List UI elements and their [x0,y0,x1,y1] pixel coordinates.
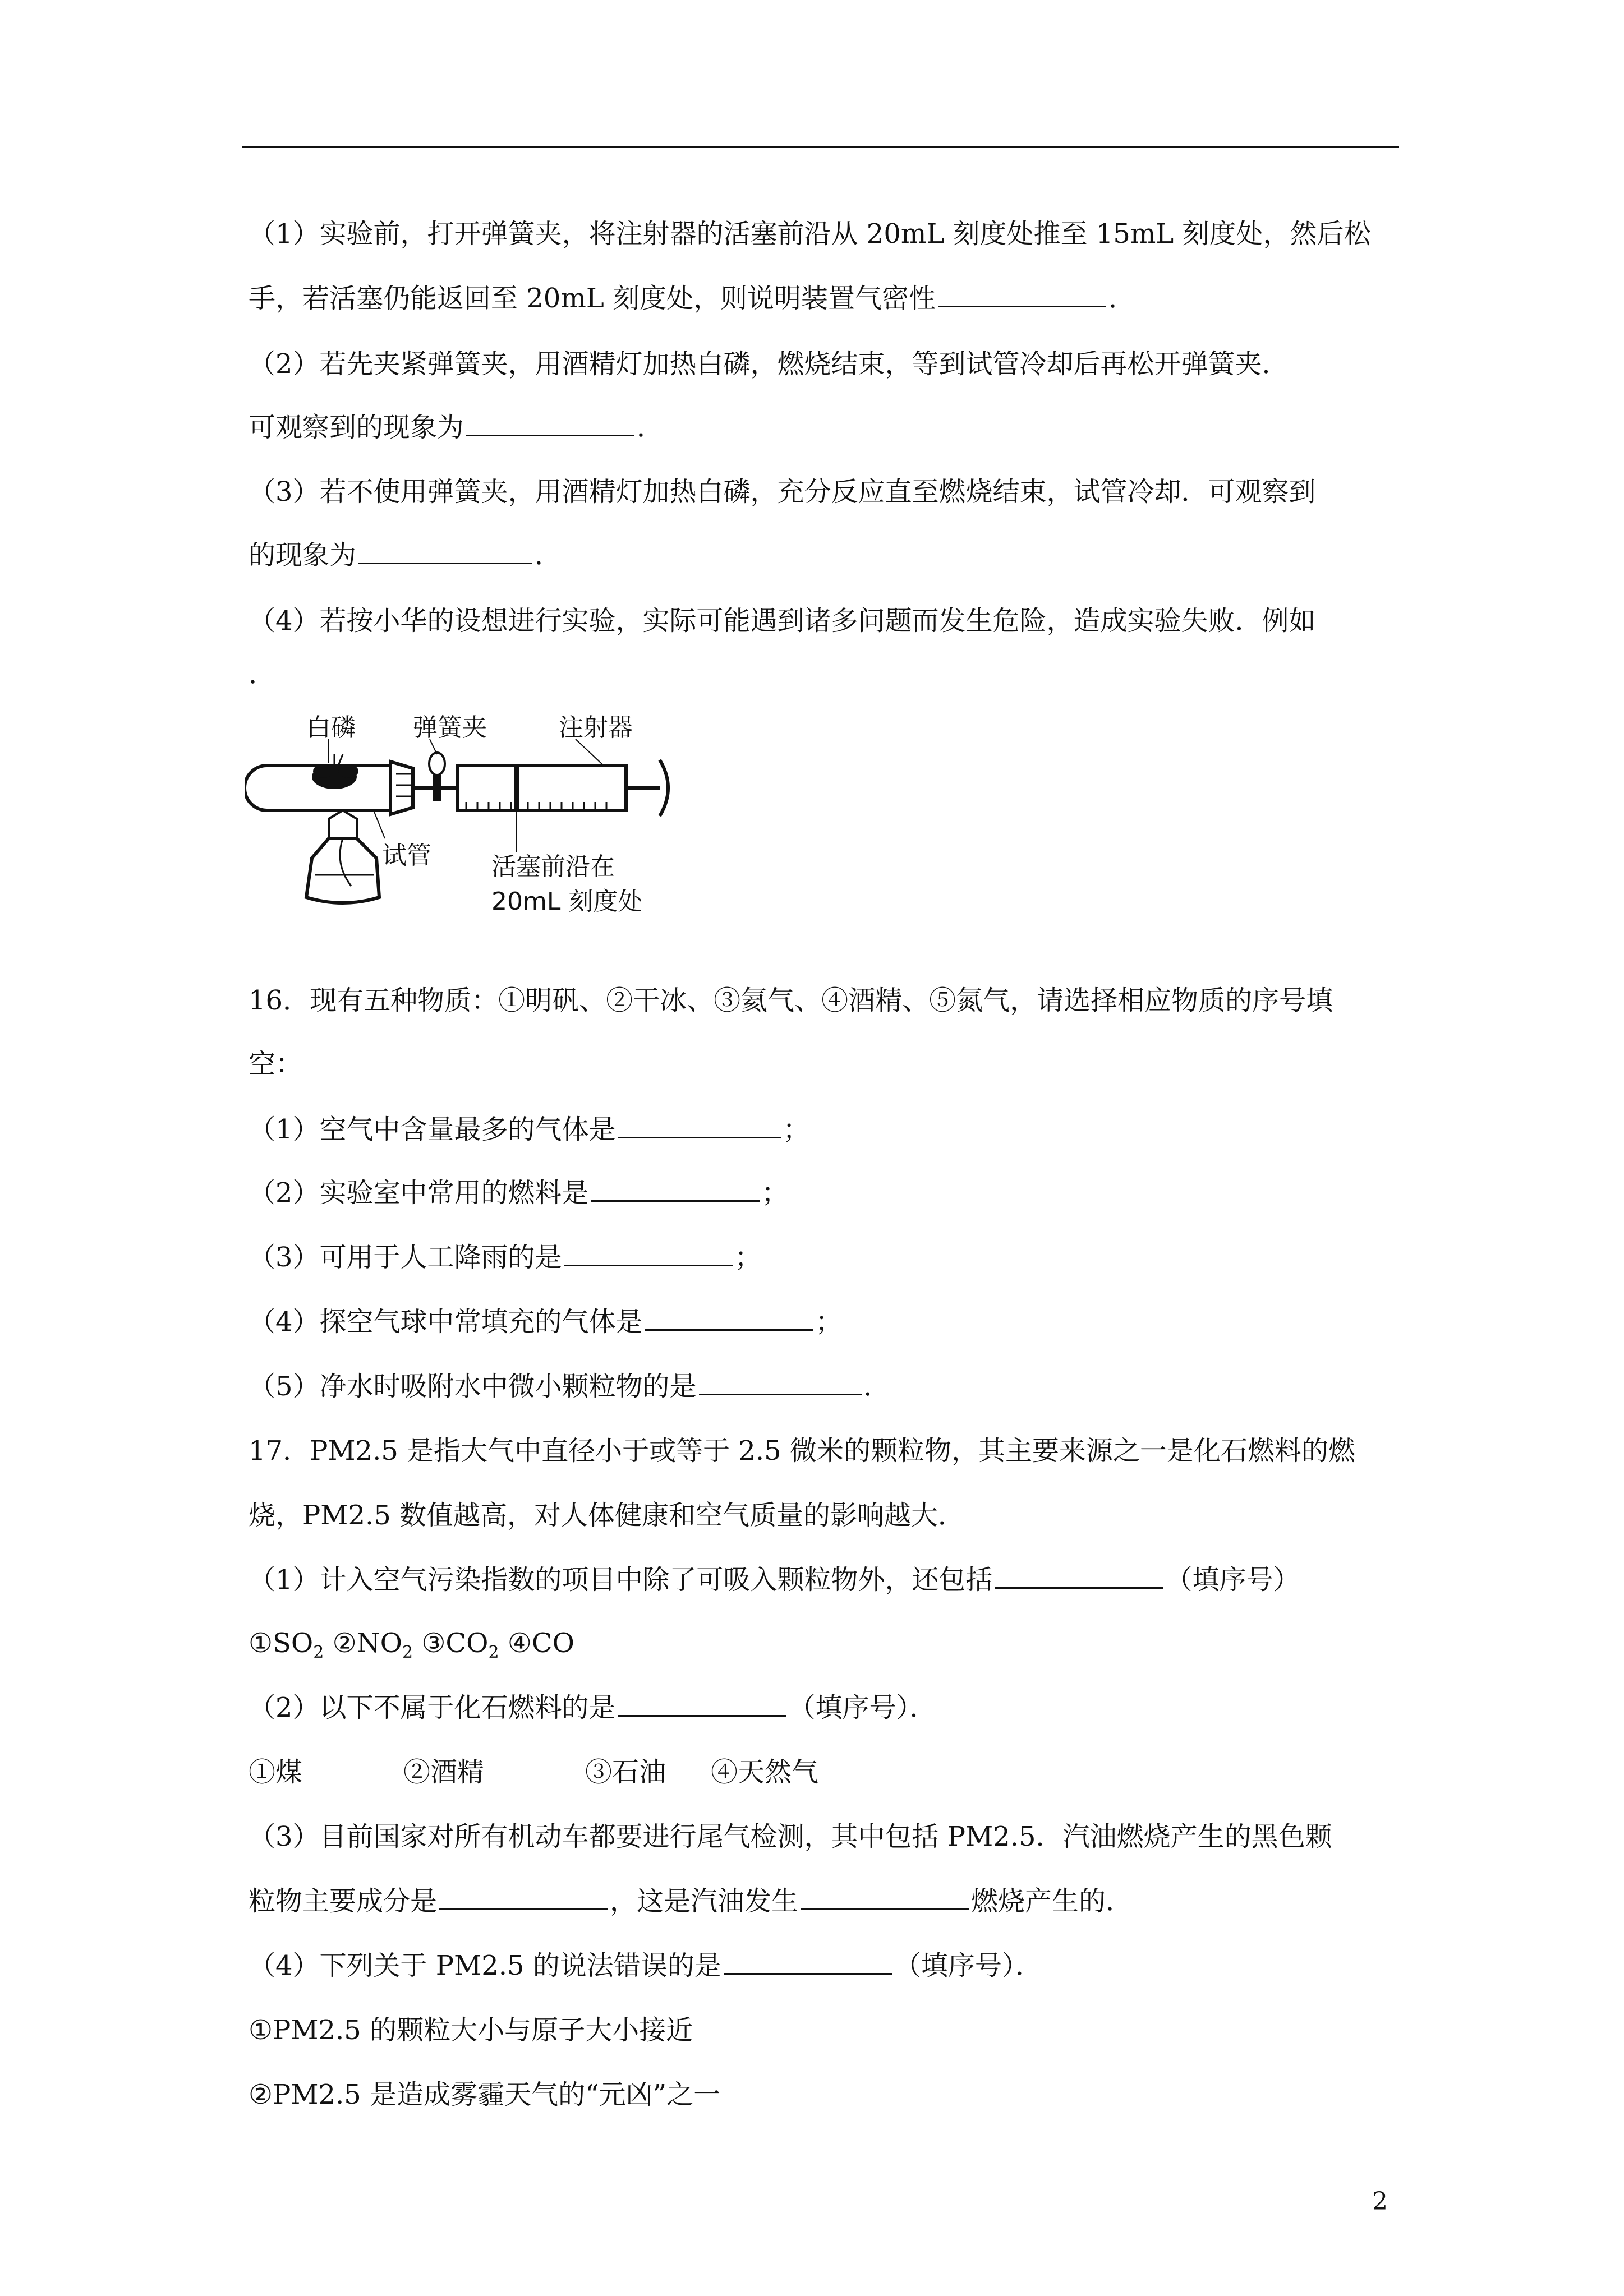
q17-sub2-options: ①煤 ②酒精 ③石油 ④天然气 [249,1756,819,1788]
q17-sub1-options: $①SO_2$ $②NO_2$ $③CO_2$ ④CO [249,1628,574,1662]
q15-part1-line1: （1）实验前，打开弹簧夹，将注射器的活塞前沿从 20mL 刻度处推至 15mL 刻度处，然后松 [249,218,1371,250]
spring-clamp-shape [433,775,441,801]
label-test-tube: 试管 [382,841,431,870]
label-piston-line1: 活塞前沿在 [491,852,615,881]
q15-part3-line2: 的现象为 ． [249,540,562,571]
label-white-phosphorus: 白磷 [306,713,356,742]
q17-stem-line1: 17．PM2.5 是指大气中直径小于或等于 2.5 微米的颗粒物，其主要来源之一是化石燃料的燃 [249,1435,1355,1467]
apparatus-figure [245,712,716,937]
q17-sub4-option2: ②PM2.5 是造成雾霾天气的“元凶”之一 [249,2079,721,2110]
label-syringe: 注射器 [559,713,633,742]
q16-sub1: （1）空气中含量最多的气体是 ； [249,1114,810,1145]
answer-blank[interactable] [591,1178,760,1202]
label-spring-clamp: 弹簧夹 [413,713,487,742]
q15-part4-line2: ． [249,658,276,690]
syringe-scale [466,802,606,809]
answer-blank[interactable] [564,1242,733,1266]
q16-sub5: （5）净水时吸附水中微小颗粒物的是 ． [249,1371,891,1402]
q16-sub3: （3）可用于人工降雨的是 ； [249,1242,762,1273]
answer-blank[interactable] [801,1886,969,1910]
q17-sub3-line1: （3）目前国家对所有机动车都要进行尾气检测，其中包括 PM2.5．汽油燃烧产生的黑色颗 [249,1821,1332,1852]
q17-sub4: （4）下列关于 PM2.5 的说法错误的是 （填序号）． [249,1950,1042,1981]
q16-sub4: （4）探空气球中常填充的气体是 ； [249,1306,843,1338]
answer-blank[interactable] [358,540,532,564]
label-piston-line2: 20mL 刻度处 [491,887,643,916]
answer-blank[interactable] [724,1951,892,1975]
q15-part1-line2: 手，若活塞仍能返回至 20mL 刻度处，则说明装置气密性 ． [249,283,1136,314]
answer-blank[interactable] [995,1565,1163,1589]
stopper-shape [390,762,413,814]
q17-stem-line2: 烧，PM2.5 数值越高，对人体健康和空气质量的影响越大． [249,1500,965,1531]
q17-sub3-line2: 粒物主要成分是 ，这是汽油发生 燃烧产生的． [249,1885,1133,1917]
q15-part4-line1: （4）若按小华的设想进行实验，实际可能遇到诸多问题而发生危险，造成实验失败．例如 [249,605,1316,637]
answer-blank[interactable] [645,1307,813,1331]
q17-sub2: （2）以下不属于化石燃料的是 （填序号）． [249,1692,937,1723]
syringe-barrel-shape [458,766,626,810]
answer-blank[interactable] [938,283,1106,307]
answer-blank[interactable] [618,1114,781,1138]
q16-sub2: （2）实验室中常用的燃料是 ； [249,1177,789,1209]
q15-part3-line1: （3）若不使用弹簧夹，用酒精灯加热白磷，充分反应直至燃烧结束，试管冷却．可观察到 [249,476,1316,508]
answer-blank[interactable] [439,1886,608,1910]
page-number: 2 [1372,2187,1388,2216]
answer-blank[interactable] [699,1371,862,1395]
q16-stem-line1: 16．现有五种物质：①明矾、②干冰、③氦气、④酒精、⑤氮气，请选择相应物质的序号填 [249,985,1333,1016]
q17-sub1: （1）计入空气污染指数的项目中除了可吸入颗粒物外，还包括 （填序号） [249,1564,1300,1596]
q17-sub4-option1: ①PM2.5 的颗粒大小与原子大小接近 [249,2014,693,2046]
q15-part2-line2: 可观察到的现象为 ． [249,412,664,443]
plunger-handle-shape [660,760,668,816]
answer-blank[interactable] [466,412,634,436]
answer-blank[interactable] [618,1693,786,1717]
header-rule [242,146,1399,148]
q16-stem-line2: 空： [249,1048,303,1080]
q15-part2-line1: （2）若先夹紧弹簧夹，用酒精灯加热白磷，燃烧结束，等到试管冷却后再松开弹簧夹． [249,348,1289,380]
